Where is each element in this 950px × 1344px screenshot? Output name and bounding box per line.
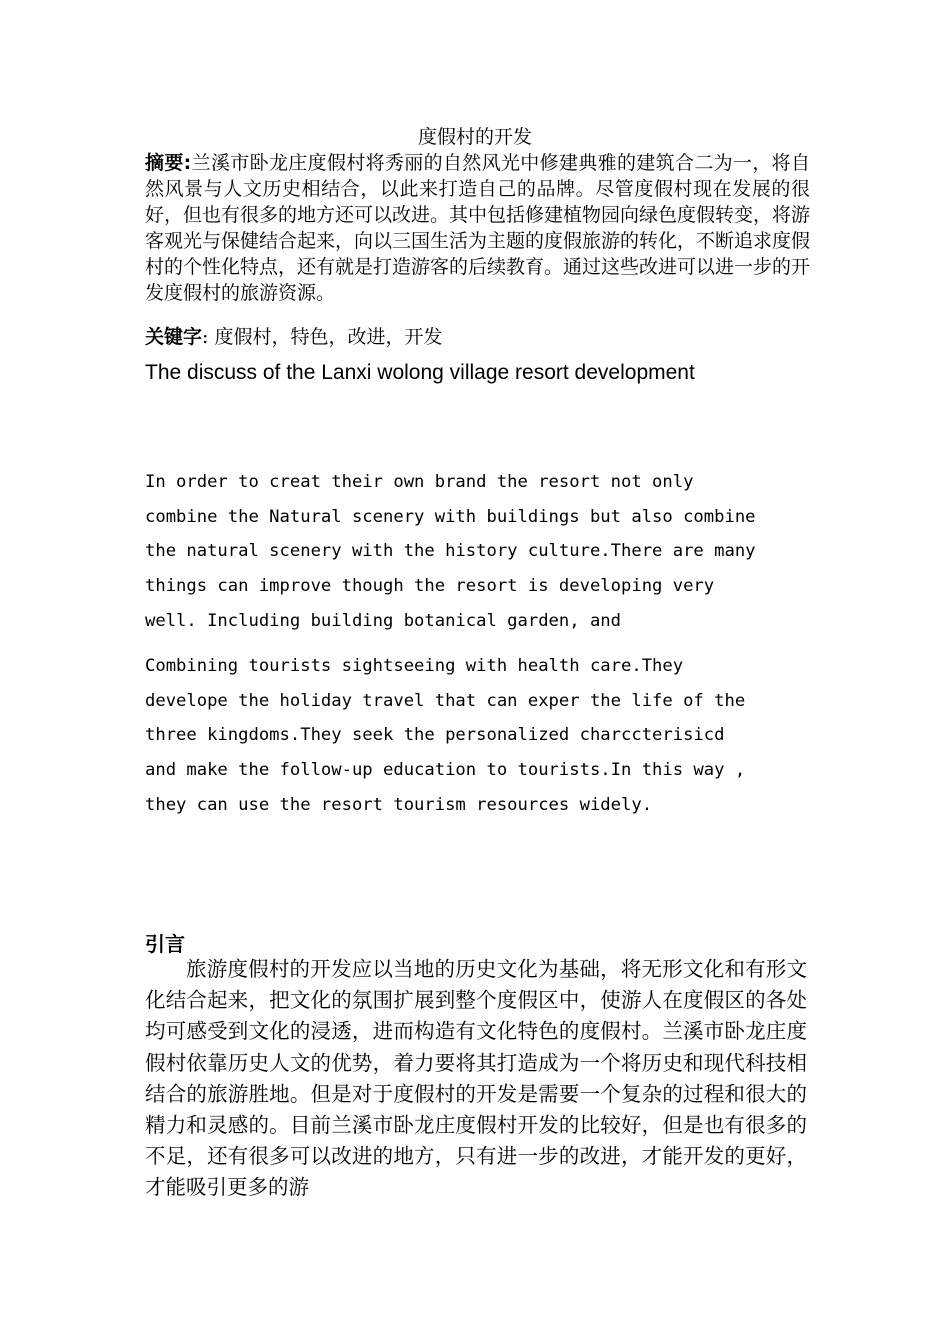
english-abstract-paragraph-1: In order to creat their own brand the resort not only combine the Natural scenery with buildings but also combine the natural scenery with the history culture.There are many things can improve though the resort is developing very well. Including building botanical garden, and (145, 472, 756, 631)
abstract-label: 摘要: (145, 152, 192, 174)
introduction-heading: 引言 (145, 932, 185, 956)
abstract-block (145, 150, 810, 306)
document-title: 度假村的开发 (417, 126, 532, 148)
english-abstract-paragraph-2: Combining tourists sightseeing with health care.They develope the holiday travel that can exper the life of the three kingdoms.They seek the personalized charccterisicd and make the follow-up education to tourists.In this way , they can use the resort tourism resources widely. (145, 656, 746, 815)
keywords-block (145, 324, 810, 350)
english-title: The discuss of the Lanxi wolong village resort development (145, 361, 695, 384)
keywords-label: 关键字 (145, 326, 203, 348)
abstract-text: 兰溪市卧龙庄度假村将秀丽的自然风光中修建典雅的建筑合二为一，将自然风景与人文历史相结合，以此来打造自己的品牌。尽管度假村现在发展的很好，但也有很多的地方还可以改进。其中包括修建植物园向绿色度假转变，将游客观光与保健结合起来，向以三国生活为主题的度假旅游的转化，不断追求度假村的个性化特点，还有就是打造游客的后续教育。通过这些改进可以进一步的开发度假村的旅游资源。 (145, 152, 811, 304)
keywords-text: : 度假村，特色，改进，开发 (202, 326, 443, 348)
introduction-body: 旅游度假村的开发应以当地的历史文化为基础，将无形文化和有形文化结合起来，把文化的氛围扩展到整个度假区中，使游人在度假区的各处均可感受到文化的浸透，进而构造有文化特色的度假村。兰溪市卧龙庄度假村依靠历史人文的优势，着力要将其打造成为一个将历史和现代科技相结合的旅游胜地。但是对于度假村的开发是需要一个复杂的过程和很大的精力和灵感的。目前兰溪市卧龙庄度假村开发的比较好，但是也有很多的不足，还有很多可以改进的地方，只有进一步的改进，才能开发的更好，才能吸引更多的游 (145, 957, 807, 1200)
